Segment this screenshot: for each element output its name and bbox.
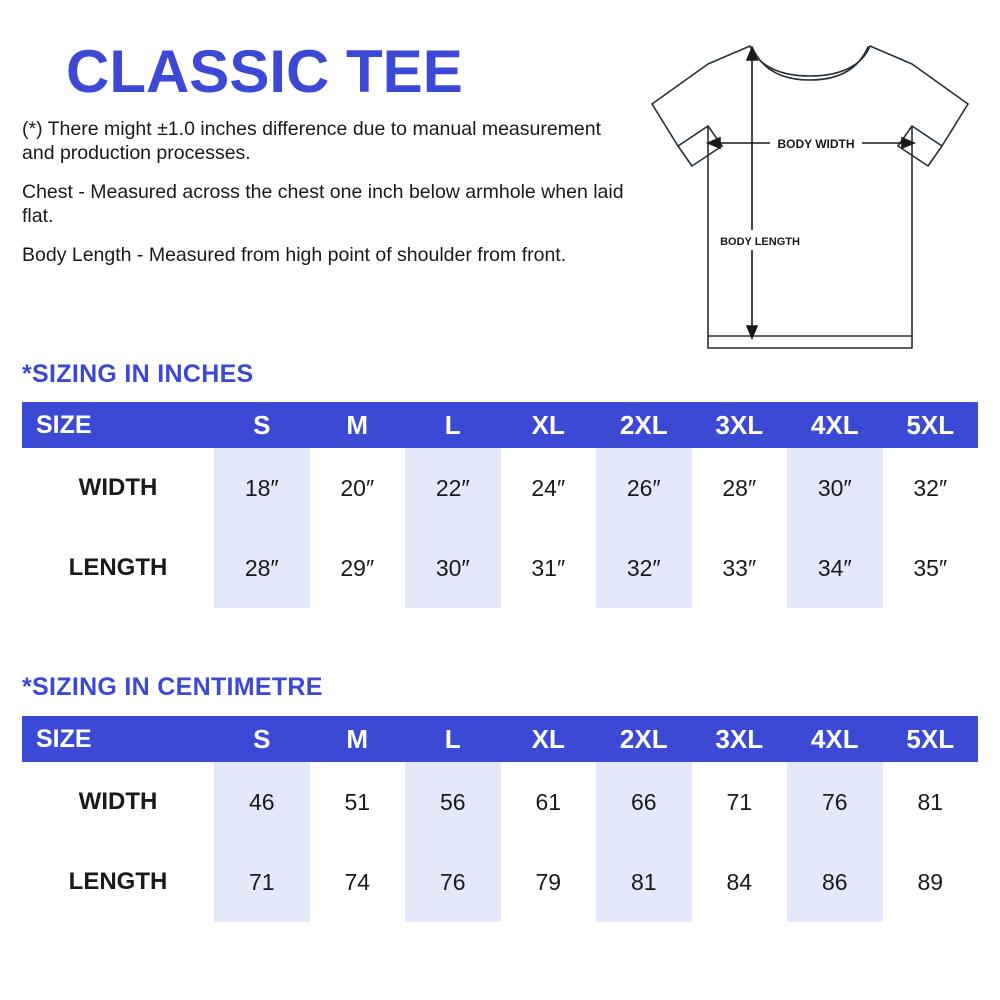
measurement-note-chest: Chest - Measured across the chest one inch below armhole when laid flat. xyxy=(22,180,624,228)
column-header-l-cm: L xyxy=(405,716,501,762)
column-header-5xl-cm: 5XL xyxy=(883,716,979,762)
cell-length-5xl: 35″ xyxy=(883,528,979,608)
cell-width-xl-cm: 61 xyxy=(501,762,597,842)
table-row xyxy=(22,528,978,608)
measurement-note-disclaimer: (*) There might ±1.0 inches difference due to manual measurement and production processes. xyxy=(22,118,602,165)
column-header-2xl: 2XL xyxy=(596,402,692,448)
column-header-m-cm: M xyxy=(310,716,406,762)
cell-length-xl-cm: 79 xyxy=(501,842,597,922)
cell-width-5xl-cm: 81 xyxy=(883,762,979,842)
cell-length-s: 28″ xyxy=(214,528,310,608)
body-length-label: BODY LENGTH xyxy=(720,236,800,248)
cell-width-3xl: 28″ xyxy=(692,448,788,528)
table-row xyxy=(22,842,978,922)
cell-length-m-cm: 74 xyxy=(310,842,406,922)
cell-width-3xl-cm: 71 xyxy=(692,762,788,842)
cell-length-2xl: 32″ xyxy=(596,528,692,608)
column-header-3xl-cm: 3XL xyxy=(692,716,788,762)
cell-length-3xl-cm: 84 xyxy=(692,842,788,922)
cell-width-s-cm: 46 xyxy=(214,762,310,842)
measurement-note-body-length: Body Length - Measured from high point of shoulder from front. xyxy=(22,243,567,266)
cell-width-2xl: 26″ xyxy=(596,448,692,528)
header xyxy=(22,40,642,267)
cell-width-4xl-cm: 76 xyxy=(787,762,883,842)
column-header-4xl: 4XL xyxy=(787,402,883,448)
column-header-xl-cm: XL xyxy=(501,716,597,762)
cell-width-s: 18″ xyxy=(214,448,310,528)
column-header-xl: XL xyxy=(501,402,597,448)
section-label-centimetre: *SIZING IN CENTIMETRE xyxy=(22,673,323,701)
row-label-length: LENGTH xyxy=(22,528,214,608)
table-row xyxy=(22,762,978,842)
cell-width-2xl-cm: 66 xyxy=(596,762,692,842)
cell-length-xl: 31″ xyxy=(501,528,597,608)
column-header-2xl-cm: 2XL xyxy=(596,716,692,762)
column-header-s-cm: S xyxy=(214,716,310,762)
column-header-5xl: 5XL xyxy=(883,402,979,448)
column-header-l: L xyxy=(405,402,501,448)
sizing-table-centimetre xyxy=(22,716,978,922)
column-header-size-cm: SIZE xyxy=(22,716,214,762)
section-label-inches: *SIZING IN INCHES xyxy=(22,360,254,388)
cell-length-3xl: 33″ xyxy=(692,528,788,608)
row-label-length-cm: LENGTH xyxy=(22,842,214,922)
sizing-table-inches xyxy=(22,402,978,608)
table-row xyxy=(22,448,978,528)
cell-length-s-cm: 71 xyxy=(214,842,310,922)
row-label-width: WIDTH xyxy=(22,448,214,528)
cell-length-l: 30″ xyxy=(405,528,501,608)
cell-width-5xl: 32″ xyxy=(883,448,979,528)
cell-length-m: 29″ xyxy=(310,528,406,608)
tshirt-diagram xyxy=(630,18,990,388)
table-header-row xyxy=(22,716,978,762)
cell-width-4xl: 30″ xyxy=(787,448,883,528)
cell-width-m: 20″ xyxy=(310,448,406,528)
column-header-size: SIZE xyxy=(22,402,214,448)
cell-width-xl: 24″ xyxy=(501,448,597,528)
cell-width-m-cm: 51 xyxy=(310,762,406,842)
column-header-m: M xyxy=(310,402,406,448)
column-header-4xl-cm: 4XL xyxy=(787,716,883,762)
cell-length-5xl-cm: 89 xyxy=(883,842,979,922)
column-header-3xl: 3XL xyxy=(692,402,788,448)
cell-length-4xl: 34″ xyxy=(787,528,883,608)
cell-length-4xl-cm: 86 xyxy=(787,842,883,922)
row-label-width-cm: WIDTH xyxy=(22,762,214,842)
cell-length-2xl-cm: 81 xyxy=(596,842,692,922)
cell-width-l: 22″ xyxy=(405,448,501,528)
page-title: CLASSIC TEE xyxy=(66,38,463,105)
body-width-label: BODY WIDTH xyxy=(777,137,855,151)
table-header-row xyxy=(22,402,978,448)
column-header-s: S xyxy=(214,402,310,448)
cell-width-l-cm: 56 xyxy=(405,762,501,842)
cell-length-l-cm: 76 xyxy=(405,842,501,922)
